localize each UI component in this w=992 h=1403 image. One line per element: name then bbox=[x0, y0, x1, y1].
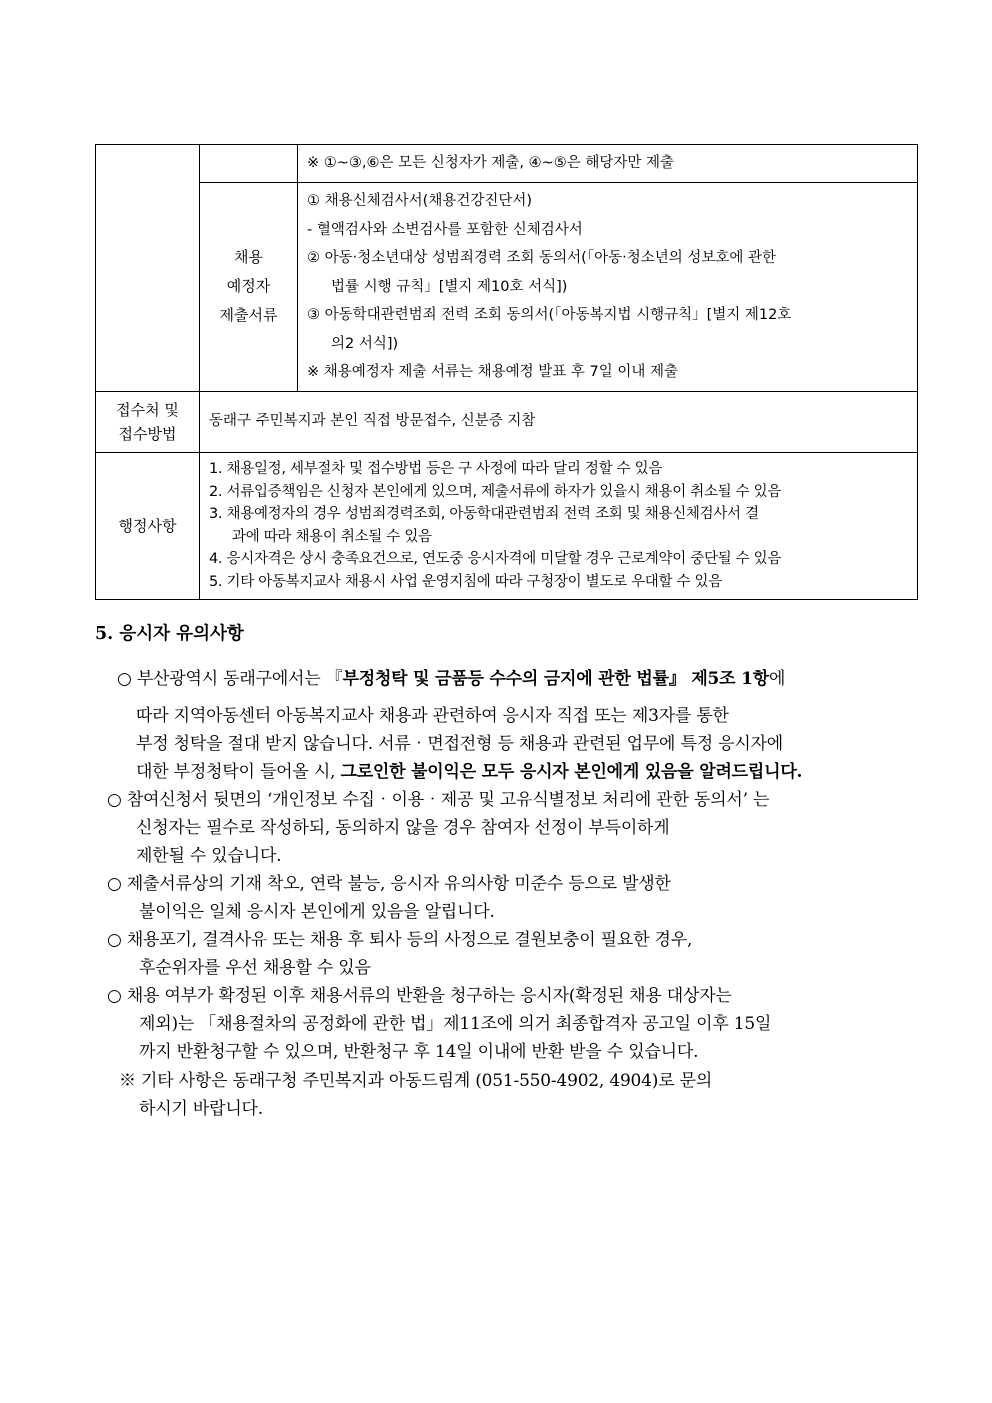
notice-text: 에 bbox=[768, 669, 786, 689]
section-title: 5. 응시자 유의사항 bbox=[95, 624, 244, 644]
admin-item: 4. 응시자격은 상시 충족요건으로, 연도중 응시자격에 미달할 경우 근로계약이 중단될 수 있음 bbox=[209, 551, 782, 567]
admin-label-cell bbox=[96, 452, 200, 599]
docs-item: ③ 아동학대관련범죄 전력 조회 동의서(「아동복지법 시행규칙」[별지 제12호 bbox=[307, 307, 792, 323]
docs-label-line: 제출서류 bbox=[219, 306, 278, 325]
admin-item: 5. 기타 아동복지교사 채용시 사업 운영지침에 따라 구청장이 별도로 우대할 수 있음 bbox=[209, 573, 722, 590]
admin-item: 1. 채용일정, 세부절차 및 접수방법 등은 구 사정에 따라 달리 정할 수 있음 bbox=[209, 461, 663, 477]
notice-emphasis: 그로인한 불이익은 모두 응시자 본인에게 있음을 알려드립니다. bbox=[340, 762, 803, 782]
notice-line: 신청자는 필수로 작성하되, 동의하지 않을 경우 참여자 선정이 부득이하게 bbox=[136, 818, 670, 838]
reception-text-cell bbox=[200, 391, 918, 452]
notice-line: ○ 참여신청서 뒷면의 ‘개인정보 수집‧이용‧제공 및 고유식별정보 처리에 관한 동의서’ 는 bbox=[107, 790, 770, 810]
notice-line: 제한될 수 있습니다. bbox=[136, 846, 282, 866]
table-row bbox=[96, 145, 918, 183]
docs-item: ※ 채용예정자 제출 서류는 채용예정 발표 후 7일 이내 제출 bbox=[307, 364, 679, 380]
docs-item: 법률 시행 규칙」[별지 제10호 서식]) bbox=[331, 278, 568, 295]
docs-item: 의2 서식]) bbox=[331, 335, 399, 352]
admin-list-cell bbox=[200, 452, 918, 599]
notice-line: 하시기 바랍니다. bbox=[139, 1099, 263, 1119]
notice-text: ○ 부산광역시 동래구에서는 『 bbox=[117, 669, 343, 689]
notice-line: ○ 채용포기, 결격사유 또는 채용 후 퇴사 등의 사정으로 결원보충이 필요한 경우, bbox=[107, 930, 693, 950]
info-table bbox=[95, 144, 918, 600]
docs-item: ② 아동‧청소년대상 성범죄경력 조회 동의서(「아동‧청소년의 성보호에 관한 bbox=[307, 250, 776, 266]
notice-paragraph bbox=[136, 757, 802, 782]
reception-label-cell bbox=[96, 391, 200, 452]
empty-sublabel-cell bbox=[200, 145, 298, 183]
notice-text: 대한 부정청탁이 들어올 시, bbox=[136, 762, 341, 782]
notice-line: 따라 지역아동센터 아동복지교사 채용과 관련하여 응시자 직접 또는 제3자를 통한 bbox=[136, 706, 729, 726]
notice-line: 부정 청탁을 절대 받지 않습니다. 서류‧면접전형 등 채용과 관련된 업무에 특정 응시자에 bbox=[136, 734, 784, 754]
submission-note-cell bbox=[298, 145, 918, 183]
law-article: 』 제5조 1항 bbox=[668, 669, 769, 689]
reception-label-line: 접수처 및 bbox=[116, 400, 179, 419]
docs-label-line: 예정자 bbox=[226, 277, 271, 296]
admin-item: 과에 따라 채용이 취소될 수 있음 bbox=[232, 528, 432, 545]
admin-item: 2. 서류입증책임은 신청자 본인에게 있으며, 제출서류에 하자가 있을시 채용이 취소될 수 있음 bbox=[209, 483, 782, 500]
reception-label-line: 접수방법 bbox=[118, 424, 177, 443]
empty-category-cell bbox=[96, 145, 200, 392]
submission-note: ※ ①~③,⑥은 모든 신청자가 제출, ④~⑤은 해당자만 제출 bbox=[307, 155, 675, 172]
docs-item: ① 채용신체검사서(채용건강진단서) bbox=[307, 193, 533, 209]
notice-line: ○ 채용 여부가 확정된 이후 채용서류의 반환을 청구하는 응시자(확정된 채용 대상자는 bbox=[107, 986, 732, 1006]
table-row bbox=[96, 391, 918, 452]
notice-line: ○ 제출서류상의 기재 착오, 연락 불능, 응시자 유의사항 미준수 등으로 발생한 bbox=[107, 874, 671, 894]
docs-label-line: 채용 bbox=[234, 248, 263, 267]
reception-text: 동래구 주민복지과 본인 직접 방문접수, 신분증 지참 bbox=[209, 413, 536, 430]
notice-line: 후순위자를 우선 채용할 수 있음 bbox=[139, 958, 371, 978]
notice-line: ※ 기타 사항은 동래구청 주민복지과 아동드림계 (051-550-4902, 4904)로 문의 bbox=[119, 1071, 713, 1091]
admin-item: 3. 채용예정자의 경우 성범죄경력조회, 아동학대관련범죄 전력 조회 및 채용신체검사서 결 bbox=[209, 506, 759, 522]
notice-line: 까지 반환청구할 수 있으며, 반환청구 후 14일 이내에 반환 받을 수 있습니다. bbox=[139, 1042, 699, 1062]
docs-list-cell bbox=[298, 183, 918, 392]
admin-label: 행정사항 bbox=[118, 516, 177, 535]
docs-item: - 혈액검사와 소변검사를 포함한 신체검사서 bbox=[307, 221, 583, 238]
notice-line: 불이익은 일체 응시자 본인에게 있음을 알립니다. bbox=[139, 902, 495, 922]
table-row bbox=[96, 183, 918, 392]
law-name: 부정청탁 및 금품등 수수의 금지에 관한 법률 bbox=[342, 669, 669, 689]
notice-line: 제외)는 「채용절차의 공정화에 관한 법」제11조에 의거 최종합격자 공고일 이후 15일 bbox=[139, 1014, 772, 1034]
table-row bbox=[96, 452, 918, 599]
notice-paragraph bbox=[117, 664, 785, 689]
docs-label-cell bbox=[200, 183, 298, 392]
